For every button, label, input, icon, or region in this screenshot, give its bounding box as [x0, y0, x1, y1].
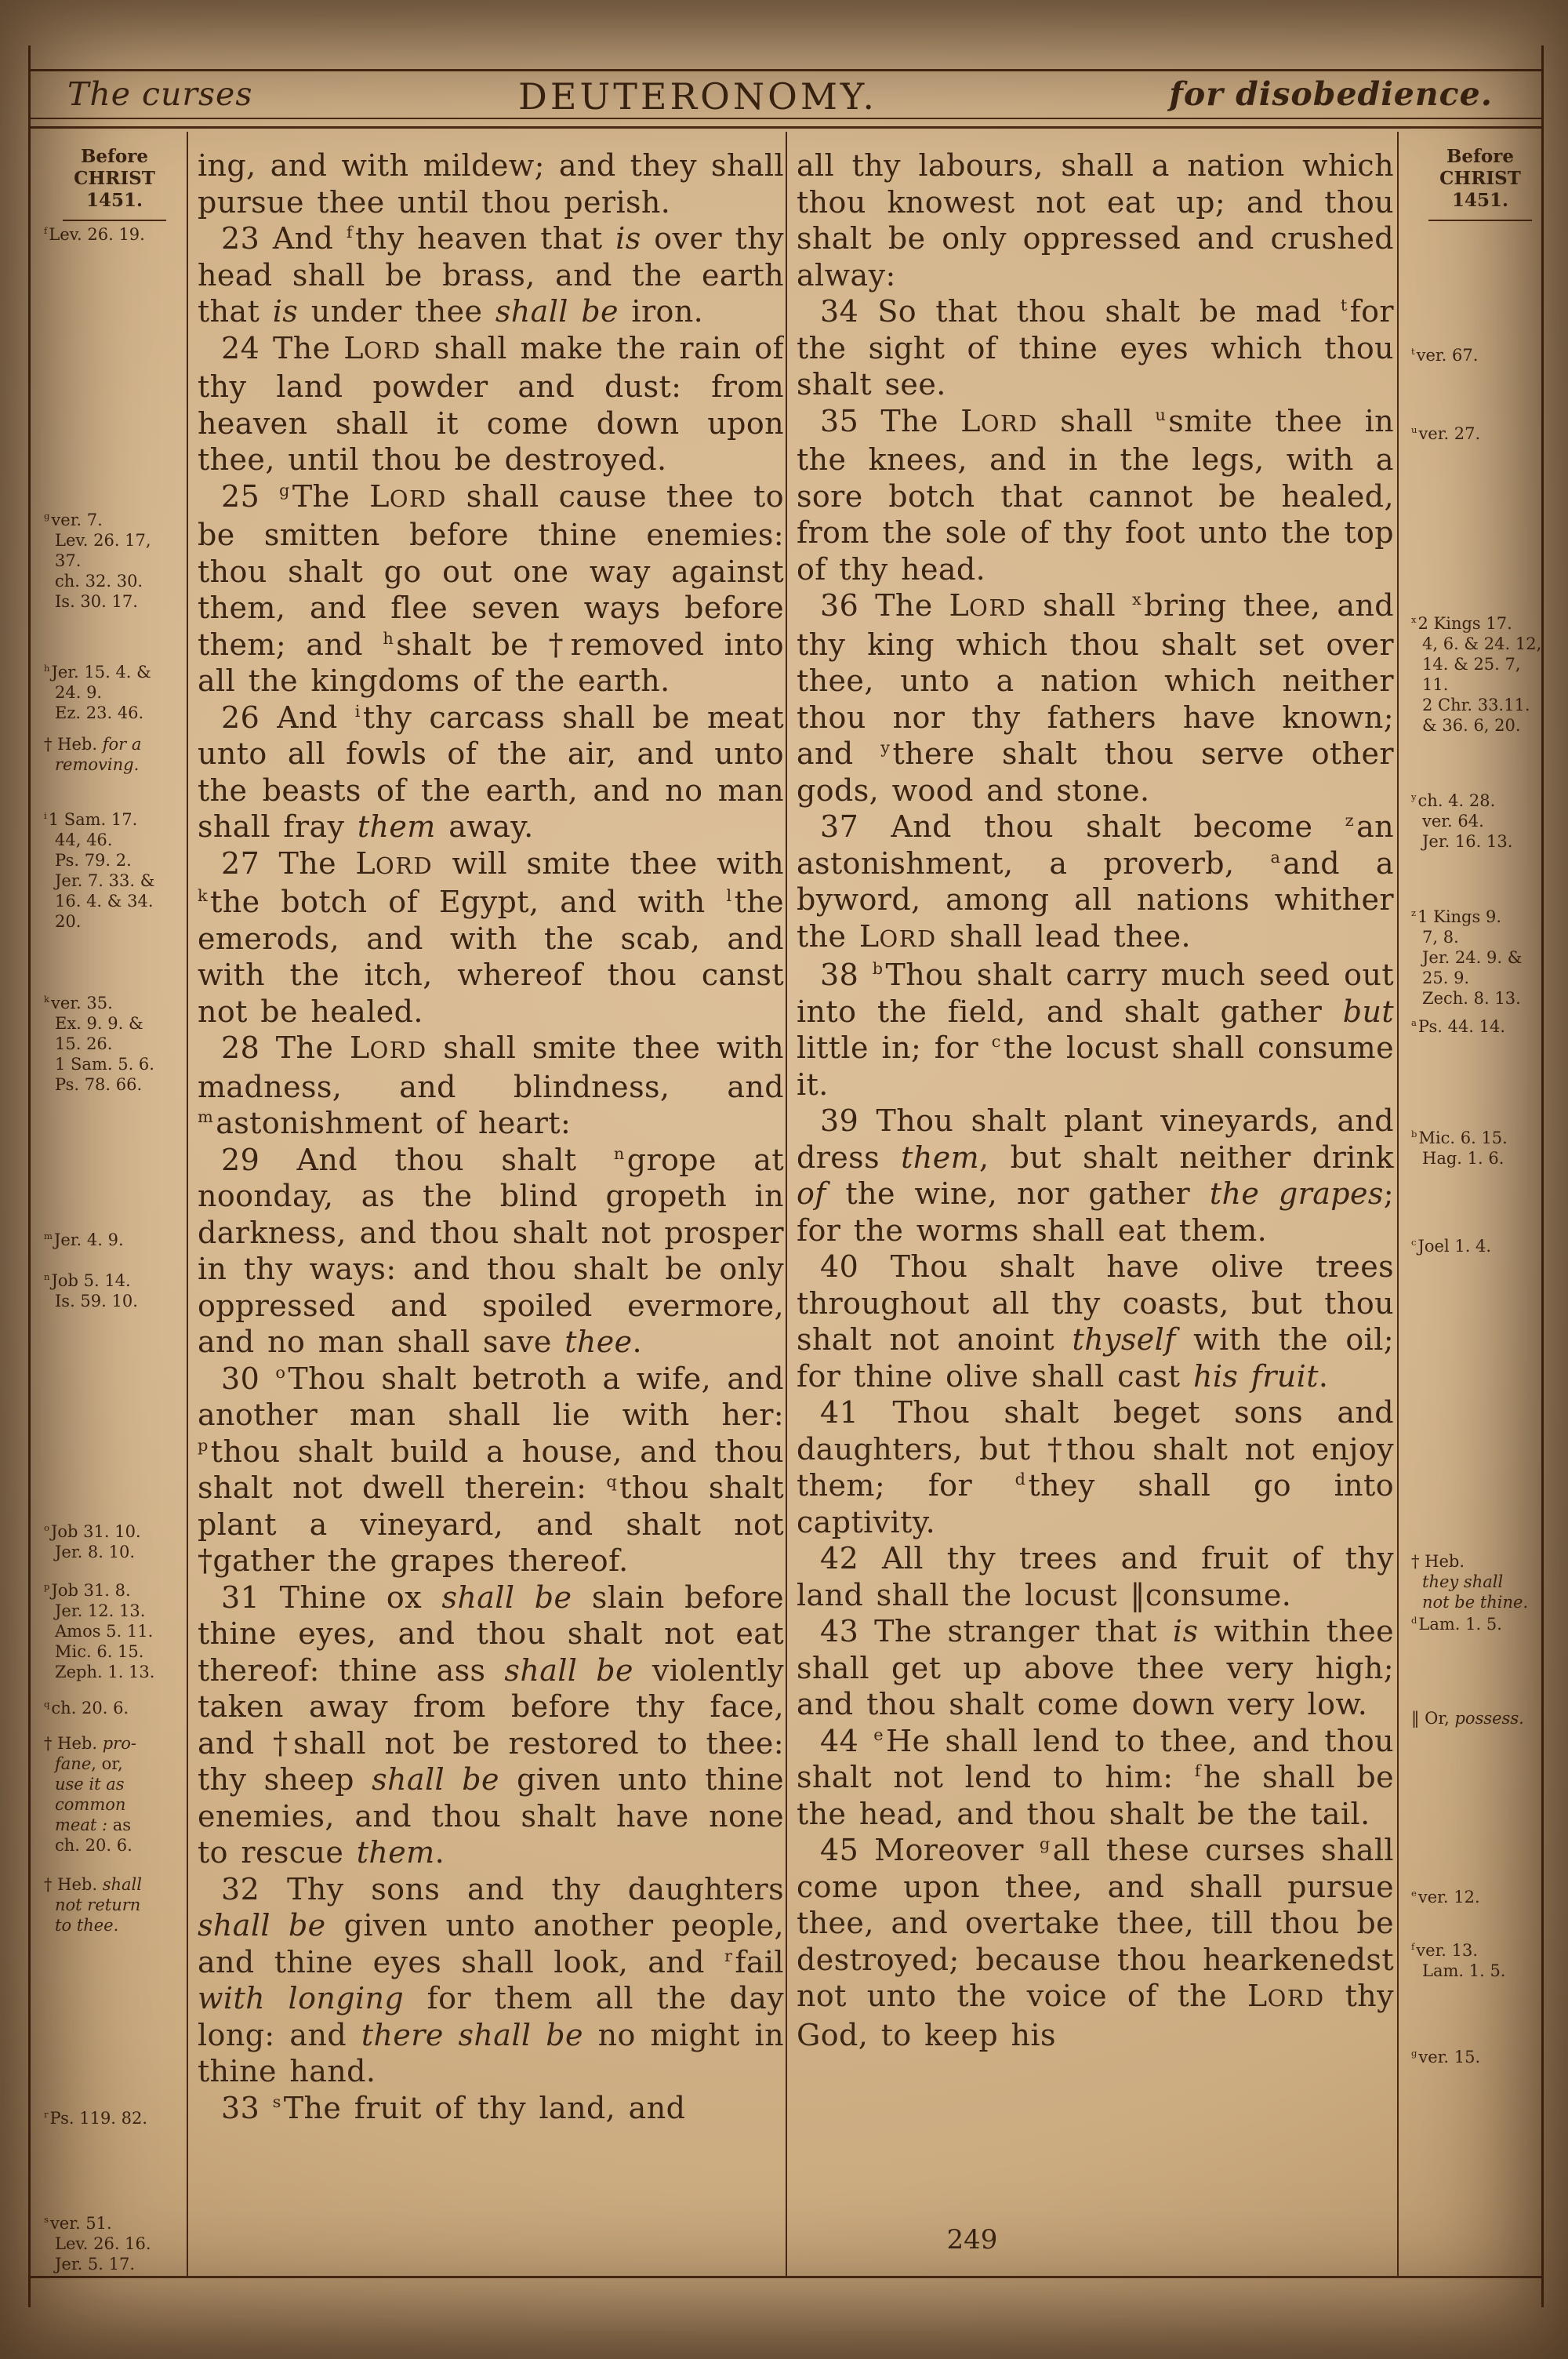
cross-ref-letter: f: [44, 225, 48, 236]
verse-paragraph: 40 Thou shalt have olive trees throughout all thy coasts, but thou shalt not anoint thyself with the oil; for thine olive shall cast his fruit.: [797, 1249, 1394, 1394]
verse-paragraph: ing, and with mildew; and they shall pursue thee until thou perish.: [198, 148, 784, 220]
header-double-rule-lower: [28, 126, 1543, 129]
margin-cross-reference: $^m$Jer. 4. 9.: [44, 1230, 124, 1249]
text-column-right: [797, 147, 1394, 2274]
cross-ref-letter: i: [44, 810, 47, 821]
cross-ref-letter: p: [44, 1581, 50, 1592]
verse-paragraph: 28 The LORD shall smite thee with madness, and blindness, and $^m$astonishment of heart:: [198, 1030, 784, 1140]
before-christ-rule: [1428, 220, 1532, 221]
cross-ref-letter: h: [383, 628, 394, 648]
margin-cross-reference: $^a$Ps. 44. 14.: [1411, 1017, 1506, 1036]
cross-ref-letter: b: [872, 959, 884, 979]
margin-cross-reference: ‖ Or, possess.: [1411, 1709, 1524, 1728]
margin-cross-reference: $^i$1 Sam. 17. 44, 46. Ps. 79. 2. Jer. 7. 33. & 16. 4. & 34. 20.: [44, 810, 155, 931]
cross-ref-letter: o: [44, 1522, 49, 1533]
verse-paragraph: 23 And $^f$thy heaven that is over thy head shall be brass, and the earth that is under thee shall be iron.: [198, 221, 784, 329]
cross-ref-letter: t: [1411, 346, 1415, 357]
margin-cross-reference: $^q$ch. 20. 6.: [44, 1699, 129, 1717]
cross-ref-letter: p: [198, 1435, 209, 1455]
verse-paragraph: 34 So that thou shalt be mad $^t$for the sight of thine eyes which thou shalt see.: [797, 294, 1394, 402]
cross-ref-letter: k: [44, 994, 49, 1005]
cross-ref-letter: d: [1014, 1470, 1026, 1489]
cross-ref-letter: z: [1345, 811, 1355, 831]
before-christ-line: Before: [1446, 146, 1515, 167]
verse-paragraph: 24 The LORD shall make the rain of thy land powder and dust: from heaven shall it come down upon thee, until thou be destroyed.: [198, 330, 784, 477]
cross-ref-letter: r: [44, 2109, 49, 2120]
margin-cross-reference: $^e$ver. 12.: [1411, 1888, 1480, 1906]
margin-cross-reference: $^d$Lam. 1. 5.: [1411, 1615, 1502, 1634]
cross-ref-letter: i: [354, 701, 361, 721]
cross-ref-letter: m: [198, 1107, 214, 1127]
cross-ref-letter: q: [606, 1472, 618, 1492]
cross-ref-letter: q: [44, 1699, 50, 1710]
margin-cross-reference: $^u$ver. 27.: [1411, 424, 1481, 443]
cross-ref-letter: y: [1411, 791, 1417, 802]
running-head-book-title: DEUTERONOMY.: [518, 75, 877, 118]
verse-paragraph: 43 The stranger that is within thee shall get up above thee very high; and thou shalt come down very low.: [797, 1614, 1394, 1721]
verse-paragraph: 33 $^s$The fruit of thy land, and: [221, 2090, 686, 2125]
cross-ref-letter: g: [1039, 1834, 1051, 1854]
margin-cross-reference: † Heb. they shall not be thine.: [1411, 1552, 1529, 1612]
margin-cross-reference: $^f$ver. 13. Lam. 1. 5.: [1411, 1941, 1506, 1980]
before-christ-line: 1451.: [1451, 190, 1509, 211]
page-number: 249: [946, 2224, 998, 2255]
margin-cross-reference: $^p$Job 31. 8. Jer. 12. 13. Amos 5. 11. Mic. 6. 15. Zeph. 1. 13.: [44, 1581, 155, 1681]
margin-cross-reference: $^h$Jer. 15. 4. & 24. 9. Ez. 23. 46.: [44, 663, 151, 722]
verse-paragraph: 39 Thou shalt plant vineyards, and dress them, but shalt neither drink of the wine, nor gather the grapes; for the worms shall eat them.: [797, 1103, 1394, 1248]
cross-ref-letter: f: [1194, 1761, 1201, 1781]
cross-ref-letter: n: [44, 1271, 50, 1282]
cross-ref-letter: c: [991, 1032, 1001, 1052]
margin-cross-reference: † Heb. shall not return to thee.: [44, 1875, 142, 1935]
verse-paragraph: 37 And thou shalt become $^z$an astonishment, a proverb, $^a$and a byword, among all nations whither the LORD shall lead thee.: [797, 809, 1394, 954]
margin-cross-reference: $^f$Lev. 26. 19.: [44, 225, 145, 244]
margin-cross-reference: $^c$Joel 1. 4.: [1411, 1237, 1492, 1256]
before-christ-block-left: [44, 146, 185, 221]
cross-ref-letter: x: [1411, 614, 1417, 625]
cross-ref-letter: a: [1270, 847, 1281, 867]
margin-cross-reference: $^g$ver. 15.: [1411, 2048, 1481, 2066]
cross-ref-letter: b: [1411, 1129, 1417, 1140]
running-head-left: The curses: [67, 75, 253, 113]
cross-ref-letter: r: [724, 1946, 733, 1965]
before-christ-line: 1451.: [85, 190, 143, 211]
center-column-rule: [786, 132, 787, 2277]
cross-ref-letter: f: [346, 223, 354, 242]
verse-paragraph: 42 All thy trees and fruit of thy land shall the locust ‖consume.: [797, 1541, 1394, 1612]
before-christ-line: CHRIST: [74, 168, 155, 189]
cross-ref-letter: a: [1411, 1017, 1417, 1028]
cross-ref-letter: x: [1132, 590, 1142, 609]
margin-cross-reference: $^x$2 Kings 17. 4, 6. & 24. 12, 14. & 25. 7, 11. 2 Chr. 33.11. & 36. 6, 20.: [1411, 614, 1542, 735]
cross-ref-letter: t: [1340, 296, 1348, 315]
cross-ref-letter: g: [1411, 2048, 1417, 2059]
cross-ref-letter: e: [873, 1725, 884, 1744]
margin-cross-reference: $^o$Job 31. 10. Jer. 8. 10.: [44, 1522, 141, 1561]
verse-paragraph: 45 Moreover $^g$all these curses shall come upon thee, and shall pursue thee, and overtake thee, till thou be destroyed; because thou hearkenedst not unto the voice of the LORD thy God, to keep his: [797, 1833, 1394, 2052]
verse-paragraph: all thy labours, shall a nation which thou knowest not eat up; and thou shalt be only oppressed and crushed alway:: [797, 148, 1394, 293]
header-double-rule-upper: [28, 118, 1543, 119]
verse-paragraph: 38 $^b$Thou shalt carry much seed out into the field, and shalt gather but little in; for $^c$the locust shall consume it.: [797, 958, 1394, 1102]
cross-ref-letter: l: [726, 886, 732, 906]
running-head-right: for disobedience.: [1169, 75, 1493, 113]
verse-paragraph: 31 Thine ox shall be slain before thine eyes, and thou shalt not eat thereof: thine ass shall be violently taken away from before thy face, and †shall not be restored to thee: thy sheep shall be given unto thine enemies, and thou shalt have none to rescue them.: [198, 1579, 784, 1870]
margin-cross-reference: $^s$ver. 51. Lev. 26. 16. Jer. 5. 17.: [44, 2214, 151, 2274]
before-christ-block-right: [1410, 146, 1551, 221]
cross-ref-letter: e: [1411, 1888, 1417, 1899]
margin-cross-reference: $^z$1 Kings 9. 7, 8. Jer. 24. 9. & 25. 9. Zech. 8. 13.: [1411, 907, 1523, 1008]
cross-ref-letter: o: [275, 1362, 286, 1382]
verse-paragraph: 35 The LORD shall $^u$smite thee in the knees, and in the legs, with a sore botch that cannot be healed, from the sole of thy foot unto the top of thy head.: [797, 403, 1394, 587]
cross-ref-letter: s: [44, 2214, 49, 2225]
cross-ref-letter: f: [1411, 1941, 1415, 1952]
verse-paragraph: 44 $^e$He shall lend to thee, and thou shalt not lend to him: $^f$he shall be the head, and thou shalt be the tail.: [797, 1723, 1394, 1831]
before-christ-line: CHRIST: [1439, 168, 1521, 189]
top-frame-rule: [28, 69, 1543, 71]
margin-cross-reference: $^y$ch. 4. 28. ver. 64. Jer. 16. 13.: [1411, 791, 1513, 851]
cross-ref-letter: z: [1411, 907, 1417, 918]
cross-ref-letter: d: [1411, 1615, 1417, 1626]
verse-paragraph: 30 $^o$Thou shalt betroth a wife, and another man shall lie with her: $^p$thou shalt build a house, and thou shalt not dwell therein: $^q$thou shalt plant a vineyard, and shalt not †gather the grapes thereof.: [198, 1361, 784, 1578]
before-christ-line: Before: [80, 146, 149, 167]
left-margin-divider-rule: [187, 132, 188, 2277]
right-margin-divider-rule: [1397, 132, 1399, 2277]
margin-cross-reference: $^b$Mic. 6. 15. Hag. 1. 6.: [1411, 1129, 1508, 1168]
verse-paragraph: 32 Thy sons and thy daughters shall be given unto another people, and thine eyes shall look, and $^r$fail with longing for them all the day long: and there shall be no might in thine hand.: [198, 1871, 784, 2088]
cross-ref-letter: n: [613, 1143, 625, 1163]
verse-paragraph: 26 And $^i$thy carcass shall be meat unto all fowls of the air, and unto the beasts of the earth, and no man shall fray them away.: [198, 700, 784, 844]
cross-ref-letter: s: [272, 2092, 281, 2111]
margin-cross-reference: $^k$ver. 35. Ex. 9. 9. & 15. 26. 1 Sam. 5. 6. Ps. 78. 66.: [44, 994, 154, 1094]
cross-ref-letter: c: [1411, 1237, 1417, 1248]
left-frame-rule: [28, 45, 31, 2307]
verse-paragraph: 27 The LORD will smite thee with $^k$the botch of Egypt, and with $^l$the emerods, and with the scab, and with the itch, whereof thou canst not be healed.: [198, 845, 784, 1029]
cross-ref-letter: u: [1411, 424, 1417, 435]
before-christ-rule: [63, 220, 166, 221]
verse-paragraph: 36 The LORD shall $^x$bring thee, and thy king which thou shalt set over thee, unto a nation which neither thou nor thy fathers have known; and $^y$there shalt thou serve other gods, wood and stone.: [797, 588, 1394, 808]
margin-cross-reference: † Heb. pro- fane, or, use it as common meat : as ch. 20. 6.: [44, 1734, 136, 1855]
margin-cross-reference: † Heb. for a removing.: [44, 735, 142, 774]
margin-cross-reference: $^n$Job 5. 14. Is. 59. 10.: [44, 1271, 138, 1310]
verse-paragraph: 41 Thou shalt beget sons and daughters, but †thou shalt not enjoy them; for $^d$they shall go into captivity.: [797, 1395, 1394, 1539]
text-column-left: [198, 147, 784, 2274]
cross-ref-letter: u: [1155, 405, 1167, 424]
margin-cross-reference: $^g$ver. 7. Lev. 26. 17, 37. ch. 32. 30. Is. 30. 17.: [44, 511, 151, 611]
cross-ref-letter: y: [880, 738, 891, 758]
verse-paragraph: 25 $^g$The LORD shall cause thee to be smitten before thine enemies: thou shalt go out one way against them, and flee seven ways before them; and $^h$shalt be †removed into all the kingdoms of the earth.: [198, 478, 784, 698]
cross-ref-letter: m: [44, 1230, 53, 1241]
verse-paragraph: 29 And thou shalt $^n$grope at noonday, as the blind gropeth in darkness, and thou shalt not prosper in thy ways: and thou shalt be only oppressed and spoiled evermore, and no man shall save thee.: [198, 1142, 784, 1359]
margin-cross-reference: $^t$ver. 67.: [1411, 346, 1479, 365]
cross-ref-letter: g: [44, 511, 50, 522]
margin-cross-reference: $^r$Ps. 119. 82.: [44, 2109, 148, 2128]
cross-ref-letter: h: [44, 663, 50, 674]
cross-ref-letter: k: [198, 886, 209, 906]
cross-ref-letter: g: [279, 480, 290, 500]
